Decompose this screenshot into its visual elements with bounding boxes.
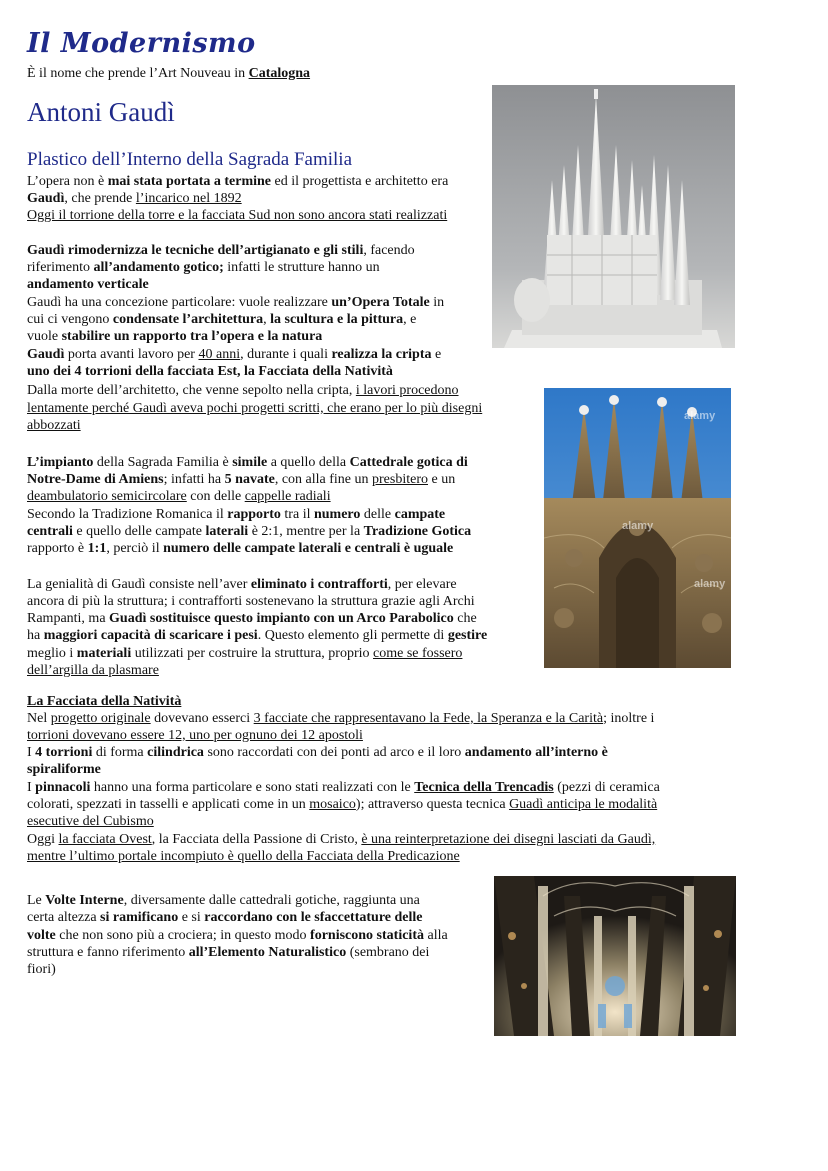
p5-line-6: colorati, spezzati in tasselli e applicati come in un mosaico); attraverso questa tecnica Guadì anticipa le modalità: [27, 797, 658, 812]
p6-line-5: fiori): [27, 962, 56, 977]
p6-line-2: certa altezza si ramificano e si raccordano con le sfaccettature delle: [27, 910, 423, 925]
p5-line-3: I 4 torrioni di forma cilindrica sono raccordati con dei ponti ad arco e il loro andamento all’interno è: [27, 745, 608, 760]
subheading-plastico: Plastico dell’Interno della Sagrada Familia: [27, 149, 353, 170]
p3-line-5: centrali e quello delle campate laterali è 2:1, mentre per la Tradizione Gotica: [27, 524, 472, 539]
p6-line-4: struttura e fanno riferimento all’Elemento Naturalistico (sembrano dei: [27, 945, 430, 960]
p5-line-8: Oggi la facciata Ovest, la Facciata della Passione di Cristo, è una reinterpretazione dei disegni lasciati da Gaudì,: [27, 832, 656, 847]
p5-line-1: Nel progetto originale dovevano esserci 3 facciate che rappresentavano la Fede, la Speranza e la Carità; inoltre i: [27, 711, 655, 726]
p5-line-7: esecutive del Cubismo: [27, 814, 154, 829]
facciata-heading: La Facciata della Natività: [27, 694, 182, 709]
p2-line-6: vuole stabilire un rapporto tra l’opera e la natura: [27, 329, 323, 344]
p4-line-6: dell’argilla da plasmare: [27, 663, 159, 678]
p2-line-5: cui ci vengono condensate l’architettura, la scultura e la pittura, e: [27, 312, 417, 327]
sagrada-model-photo: [492, 85, 735, 348]
watermark-1: alamy: [684, 410, 716, 422]
watermark-3: alamy: [694, 578, 726, 590]
p2-line-11: abbozzati: [27, 418, 81, 433]
section-heading-gaudi: Antoni Gaudì: [27, 97, 175, 127]
p2-line-9: Dalla morte dell’architetto, che venne sepolto nella cripta, i lavori procedono: [27, 383, 459, 398]
p2-line-1: Gaudì rimodernizza le tecniche dell’artigianato e gli stili, facendo: [27, 243, 415, 258]
p2-line-10: lentamente perché Gaudì aveva pochi progetti scritti, che erano per lo più disegni: [27, 401, 483, 416]
p1-line-2: Gaudì, che prende l’incarico nel 1892: [27, 191, 242, 206]
p3-line-6: rapporto è 1:1, perciò il numero delle campate laterali e centrali è uguale: [27, 541, 454, 556]
p5-line-5: I pinnacoli hanno una forma particolare e sono stati realizzati con le Tecnica della Trencadis (pezzi di ceramica: [27, 780, 660, 795]
intro-line: È il nome che prende l’Art Nouveau in Catalogna: [27, 66, 311, 81]
catalogna-link: Catalogna: [248, 66, 311, 81]
interior-vaults-photo: [494, 876, 736, 1036]
p4-line-4: ha maggiori capacità di scaricare i pesi. Questo elemento gli permette di gestire: [27, 628, 488, 643]
p5-line-9: mentre l’ultimo portale incompiuto è quello della Facciata della Predicazione: [27, 849, 460, 864]
document-title: Il Modernismo: [27, 28, 256, 59]
p4-line-5: meglio i materiali utilizzati per costruire la struttura, proprio come se fossero: [27, 646, 463, 661]
p2-line-2: riferimento all’andamento gotico; infatti le strutture hanno un: [27, 260, 380, 275]
p5-line-2: torrioni dovevano essere 12, uno per ognuno dei 12 apostoli: [27, 728, 363, 743]
p4-line-1: La genialità di Gaudì consiste nell’aver eliminato i contrafforti, per elevare: [27, 577, 457, 592]
p3-line-3: deambulatorio semicircolare con delle cappelle radiali: [27, 489, 331, 504]
p2-line-4: Gaudì ha una concezione particolare: vuole realizzare un’Opera Totale in: [27, 295, 445, 310]
p6-line-1: Le Volte Interne, diversamente dalle cattedrali gotiche, raggiunta una: [27, 893, 420, 908]
p4-line-2: ancora di più la struttura; i contrafforti sostenevano la struttura grazie agli Archi: [27, 594, 475, 609]
p3-line-2: Notre-Dame di Amiens; infatti ha 5 navate, con alla fine un presbitero e un: [27, 472, 456, 487]
p3-line-4: Secondo la Tradizione Romanica il rapporto tra il numero delle campate: [27, 507, 446, 522]
p1-line-3: Oggi il torrione della torre e la facciata Sud non sono ancora stati realizzati: [27, 208, 448, 223]
nativity-facade-photo: [544, 388, 731, 668]
p1-line-1: L’opera non è mai stata portata a termine ed il progettista e architetto era: [27, 174, 449, 189]
p2-line-8: uno dei 4 torrioni della facciata Est, la Facciata della Natività: [27, 364, 393, 379]
watermark-2: alamy: [622, 520, 654, 532]
p2-line-7: Gaudì porta avanti lavoro per 40 anni, durante i quali realizza la cripta e: [27, 347, 442, 362]
p2-line-3: andamento verticale: [27, 277, 149, 292]
p5-line-4: spiraliforme: [27, 762, 101, 777]
p6-line-3: volte che non sono più a crociera; in questo modo forniscono staticità alla: [27, 928, 448, 943]
p3-line-1: L’impianto della Sagrada Familia è simile a quello della Cattedrale gotica di: [27, 455, 468, 470]
p4-line-3: Rampanti, ma Guadì sostituisce questo impianto con un Arco Parabolico che: [27, 611, 477, 626]
